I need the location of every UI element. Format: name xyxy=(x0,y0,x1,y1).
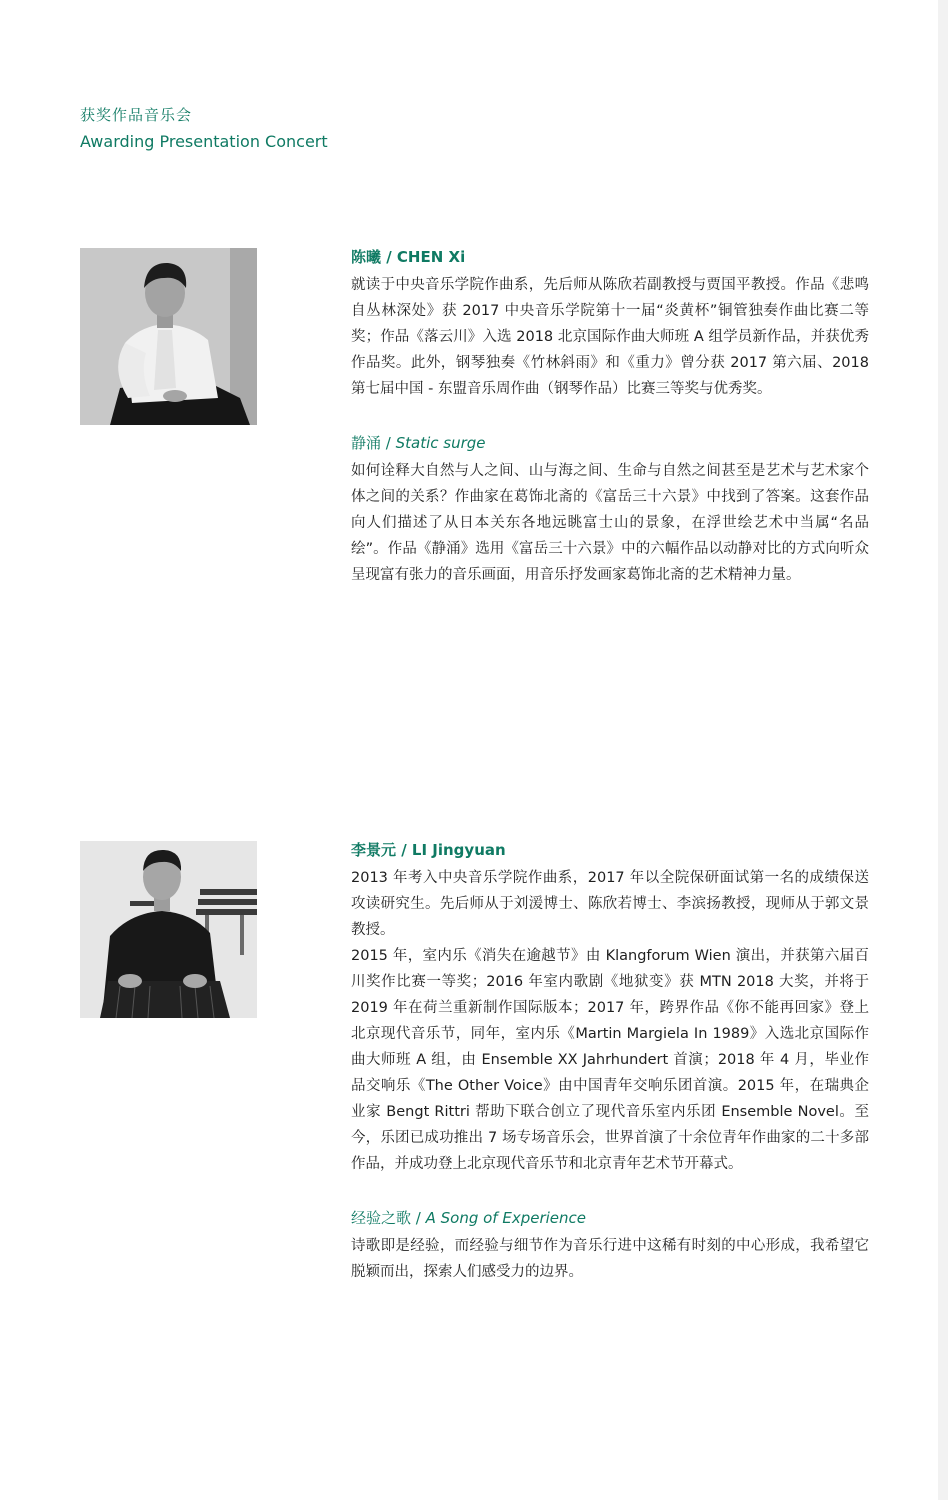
work-title-zh: 静涌 / xyxy=(351,434,396,452)
composer-photo-chen-xi xyxy=(80,248,257,425)
composer-bio: 2013 年考入中央音乐学院作曲系，2017 年以全院保研面试第一名的成绩保送攻读研究生。先后师从于刘湲博士、陈欣若博士、李滨扬教授，现师从于郭文景教授。 xyxy=(351,870,869,938)
composer-bio: 就读于中央音乐学院作曲系，先后师从陈欣若副教授与贾国平教授。作品《悲鸣自丛林深处》获 2017 中央音乐学院第十一届“炎黄杯”铜管独奏作曲比赛二等奖；作品《落云川》入选 2018 北京国际作曲大师班 A 组学员新作品，并获优秀作品奖。此外，钢琴独奏《竹林斜雨》和《重力》曾分获 2017 第六届、2018 第七届中国 - 东盟音乐周作曲（钢琴作品）比赛三等奖与优秀奖。 xyxy=(351,277,869,397)
work-description: 诗歌即是经验，而经验与细节作为音乐行进中这稀有时刻的中心形成，我希望它脱颖而出，探索人们感受力的边界。 xyxy=(351,1238,869,1280)
work-title-zh: 经验之歌 / xyxy=(351,1209,426,1227)
work-title xyxy=(351,432,869,454)
work-title-en: A Song of Experience xyxy=(425,1209,586,1227)
composer-name: 陈曦 / CHEN Xi xyxy=(351,248,466,266)
work-description: 如何诠释大自然与人之间、山与海之间、生命与自然之间甚至是艺术与艺术家个体之间的关系？作曲家在葛饰北斋的《富岳三十六景》中找到了答案。这套作品向人们描述了从日本关东各地远眺富士山的景象，在浮世绘艺术中当属“名品绘”。作品《静涌》选用《富岳三十六景》中的六幅作品以动静对比的方式向听众呈现富有张力的音乐画面，用音乐抒发画家葛饰北斋的艺术精神力量。 xyxy=(351,463,869,583)
concert-title-en: Awarding Presentation Concert xyxy=(80,132,328,151)
page-edge-strip xyxy=(938,0,948,1500)
work-title-en: Static surge xyxy=(395,434,486,452)
work-title xyxy=(351,1207,869,1229)
concert-header xyxy=(80,104,328,153)
concert-title-zh: 获奖作品音乐会 xyxy=(80,106,193,124)
composer-section-chen-xi xyxy=(351,246,869,588)
composer-bio: 2015 年，室内乐《消失在逾越节》由 Klangforum Wien 演出，并获第六届百川奖作比赛一等奖；2016 年室内歌剧《地狱变》获 MTN 2018 大奖，并将于 2019 年在荷兰重新制作国际版本；2017 年，跨界作品《你不能再回家》登上北京现代音乐节，同年，室内乐《Martin Margiela In 1989》入选北京国际作曲大师班 A 组，由 Ensemble XX Jahrhundert 首演；2018 年 4 月，毕业作品交响乐《The Other Voice》由中国青年交响乐团首演。2015 年，在瑞典企业家 Bengt Rittri 帮助下联合创立了现代音乐室内乐团 Ensemble Novel。至今，乐团已成功推出 7 场专场音乐会，世界首演了十余位青年作曲家的二十多部作品，并成功登上北京现代音乐节和北京青年艺术节开幕式。 xyxy=(351,948,869,1172)
composer-section-li-jingyuan xyxy=(351,839,869,1285)
composer-name: 李景元 / LI Jingyuan xyxy=(351,841,506,859)
composer-photo-li-jingyuan xyxy=(80,841,257,1018)
